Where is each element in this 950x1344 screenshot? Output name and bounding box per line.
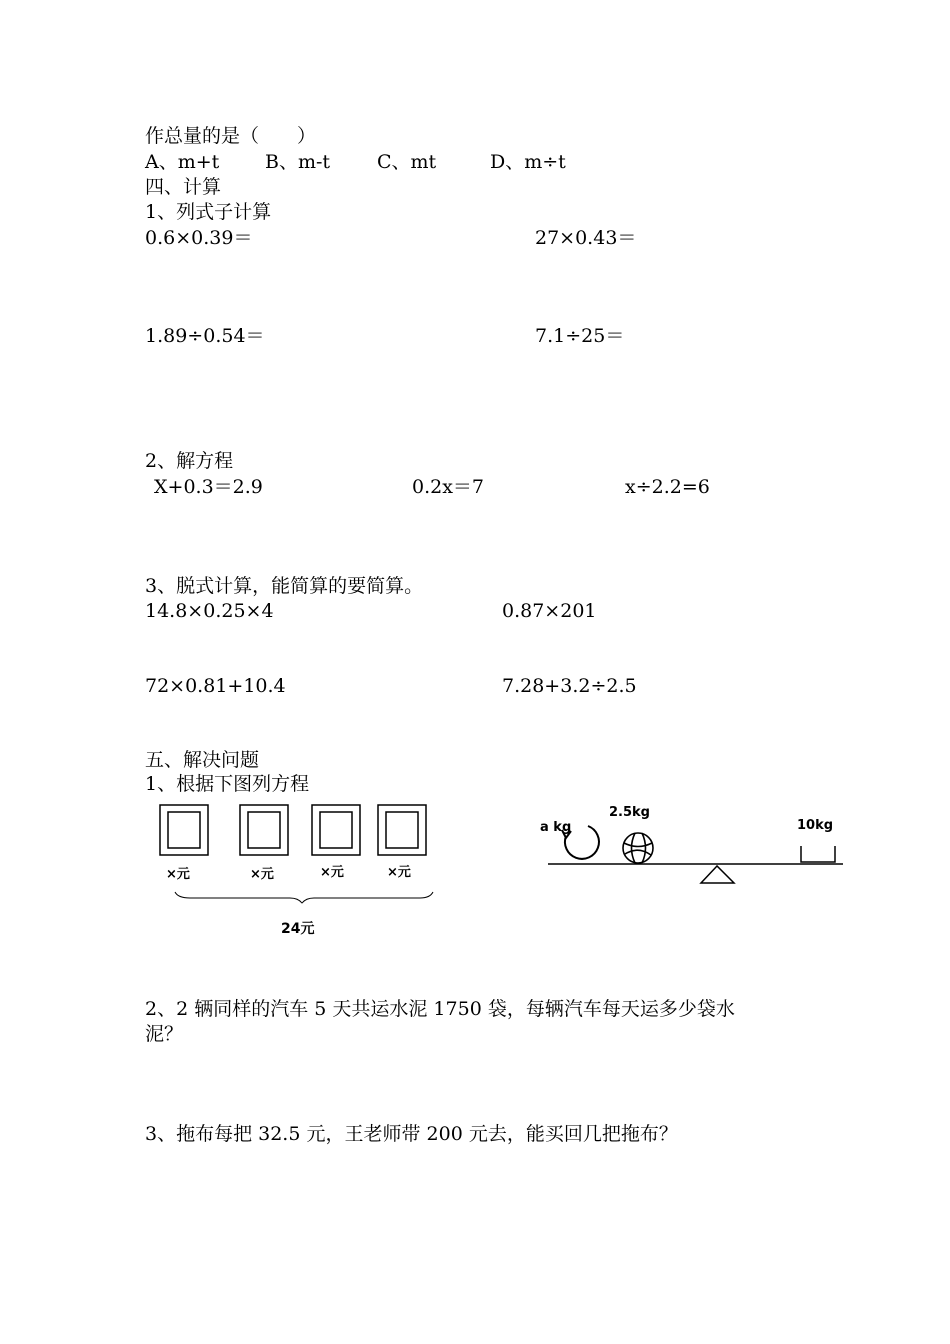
frame-2 [240,805,288,855]
equation-3: x÷2.2=6 [625,476,710,498]
question-1-title: 1、根据下图列方程 [145,773,310,795]
part-1-title: 1、列式子计算 [145,201,272,223]
ball-weight-label: 2.5kg [609,805,650,820]
stepwise-item-1: 14.8×0.25×4 [145,600,274,622]
frame-1 [160,805,208,855]
part-3-title: 3、脱式计算，能简算的要简算。 [145,575,424,597]
section-4-heading: 四、计算 [145,176,222,198]
calc-item-2: 27×0.43＝ [535,227,637,249]
section-5-heading: 五、解决问题 [145,749,260,771]
total-brace [175,892,433,903]
calc-item-1: 0.6×0.39＝ [145,227,253,249]
question-2-line-1: 2、2 辆同样的汽车 5 天共运水泥 1750 袋，每辆汽车每天运多少袋水 [145,998,735,1020]
question-2-line-2: 泥？ [145,1023,184,1045]
left-weight-label: a kg [540,820,572,835]
question-tail: 作总量的是（ ） [145,125,317,147]
option-b: B、m-t [265,151,331,173]
balance-figure [535,798,850,888]
part-2-title: 2、解方程 [145,450,234,472]
price-label-1: ×元 [166,867,190,882]
price-label-4: ×元 [387,865,411,880]
question-3: 3、拖布每把 32.5 元，王老师带 200 元去，能买回几把拖布？ [145,1123,678,1145]
equation-2: 0.2x＝7 [412,476,485,498]
stepwise-item-2: 0.87×201 [502,600,597,622]
frame-4 [378,805,426,855]
container-icon [801,846,835,862]
option-d: D、m÷t [490,151,566,173]
ball-icon [623,833,653,863]
price-label-2: ×元 [250,867,274,882]
total-label: 24元 [281,921,315,937]
calc-item-4: 7.1÷25＝ [535,325,625,347]
equation-1: X+0.3＝2.9 [154,476,263,498]
stepwise-item-3: 72×0.81+10.4 [145,675,286,697]
frames-figure [150,800,450,945]
frame-3 [312,805,360,855]
option-c: C、mt [377,151,437,173]
calc-item-3: 1.89÷0.54＝ [145,325,265,347]
price-label-3: ×元 [320,865,344,880]
fulcrum-icon [701,866,734,883]
option-a: A、m+t [145,151,220,173]
stepwise-item-4: 7.28+3.2÷2.5 [502,675,637,697]
right-weight-label: 10kg [797,818,834,833]
